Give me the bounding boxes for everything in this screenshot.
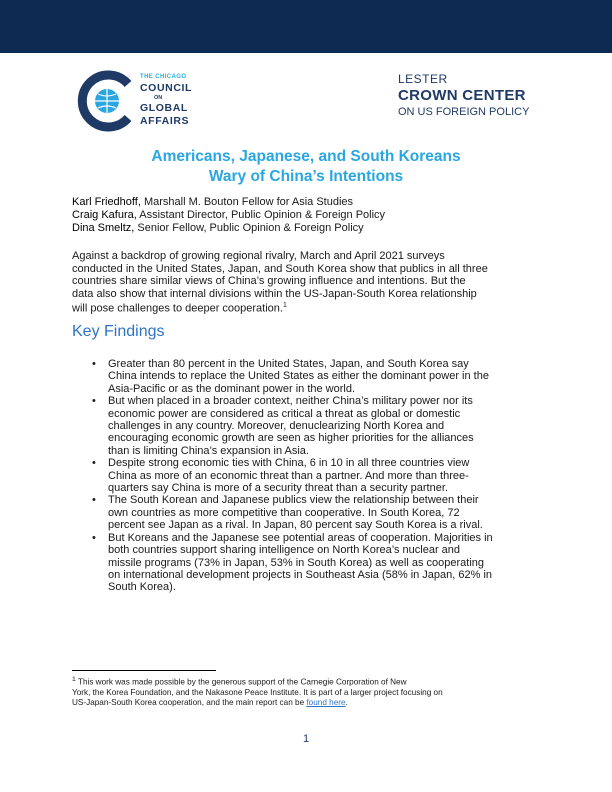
finding-line: Asia-Pacific or as the dominant power in the world. xyxy=(108,382,356,395)
crown-line-foreign-policy: ON US FOREIGN POLICY xyxy=(398,106,530,118)
intro-line: will pose challenges to deeper cooperation. xyxy=(72,303,283,316)
footnote-line: York, the Korea Foundation, and the Nakasone Peace Institute. It is part of a larger project focusing on xyxy=(72,687,443,697)
key-findings-list xyxy=(92,358,542,594)
author-role: Marshall M. Bouton Fellow for Asia Studies xyxy=(140,196,354,208)
finding-line: economic power are considered as critical a threat as global or domestic xyxy=(108,407,461,420)
finding-line: missile programs (73% in Japan, 53% in South Korea) as well as cooperating xyxy=(108,556,485,569)
crown-line-lester: LESTER xyxy=(398,72,448,86)
finding-line: challenges in any country. Moreover, denuclearizing North Korea and xyxy=(108,420,445,433)
bullet-icon: • xyxy=(92,358,96,370)
intro-line: conducted in the United States, Japan, and South Korea show that publics in all three xyxy=(72,262,488,275)
finding-line: both countries support sharing intelligence on North Korea’s nuclear and xyxy=(108,544,461,557)
finding-line: Greater than 80 percent in the United States, Japan, and South Korea say xyxy=(108,358,469,370)
finding-line: on international development projects in Southeast Asia (58% in Japan, 62% in xyxy=(108,568,493,581)
list-item xyxy=(92,395,542,457)
finding-line: quarters say China is more of a security threat than a security partner. xyxy=(108,482,448,495)
bullet-icon: • xyxy=(92,531,96,544)
intro-line-last xyxy=(72,300,542,315)
found-here-link[interactable]: found here xyxy=(306,697,346,707)
logo-line-global: GLOBAL xyxy=(140,102,188,114)
footnote xyxy=(72,675,542,708)
author-row xyxy=(72,209,385,222)
bullet-icon: • xyxy=(92,395,96,408)
author-name: Karl Friedhoff, xyxy=(72,196,141,208)
list-item xyxy=(92,532,542,594)
author-name: Craig Kafura, xyxy=(72,209,137,221)
section-heading: Key Findings xyxy=(72,323,165,340)
finding-line: encouraging economic growth are seen as higher priorities for the alliances xyxy=(108,432,474,445)
page-number: 1 xyxy=(302,733,310,745)
title-line-2: Wary of China’s Intentions xyxy=(208,168,404,185)
author-name: Dina Smeltz, xyxy=(72,222,135,234)
council-logo-icon xyxy=(76,70,138,132)
finding-line: percent see Japan as a rival. In Japan, 80 percent say South Korea is a rival. xyxy=(108,519,483,532)
finding-line: own countries as more competitive than cooperative. In South Korea, 72 xyxy=(108,506,460,519)
author-role: Senior Fellow, Public Opinion & Foreign Policy xyxy=(134,222,364,234)
bullet-icon: • xyxy=(92,494,96,507)
footnote-line xyxy=(72,675,542,688)
footnote-divider xyxy=(72,670,216,671)
logo-line-affairs: AFFAIRS xyxy=(140,114,190,127)
title-line-1: Americans, Japanese, and South Koreans xyxy=(151,148,461,165)
top-banner xyxy=(0,0,612,53)
logo-line-on: ON xyxy=(154,94,163,101)
logo-line-chicago: THE CHICAGO xyxy=(140,74,187,80)
finding-line: than is limiting China’s expansion in Asia. xyxy=(108,444,309,457)
finding-line: But when placed in a broader context, neither China’s military power nor its xyxy=(108,395,473,408)
author-list xyxy=(72,196,385,235)
intro-paragraph xyxy=(72,250,542,316)
footnote-line xyxy=(72,698,542,708)
footnote-text: . xyxy=(345,697,348,707)
footnote-text: US-Japan-South Korea cooperation, and the main report can be xyxy=(72,697,307,707)
finding-line: The South Korean and Japanese publics view the relationship between their xyxy=(108,494,479,507)
crown-center-wordmark xyxy=(398,72,529,119)
author-row xyxy=(72,222,385,235)
finding-line: South Korea). xyxy=(108,581,176,594)
intro-line: countries share similar views of China’s growing influence and intentions. But the xyxy=(72,275,466,288)
bullet-icon: • xyxy=(92,457,96,470)
finding-line: Despite strong economic ties with China, 6 in 10 in all three countries view xyxy=(108,457,470,470)
finding-line: But Koreans and the Japanese see potential areas of cooperation. Majorities in xyxy=(108,531,493,544)
council-wordmark xyxy=(140,74,192,128)
document-title xyxy=(0,147,612,187)
finding-line: China as more of an economic threat than a partner. And more than three- xyxy=(108,469,469,482)
logo-line-council: COUNCIL xyxy=(140,82,193,94)
list-item xyxy=(92,457,542,494)
author-row xyxy=(72,196,385,209)
finding-line: China intends to replace the United States as either the dominant power in the xyxy=(108,370,489,383)
list-item xyxy=(92,358,542,395)
crown-line-crown-center: CROWN CENTER xyxy=(398,87,526,104)
footnote-reference: 1 xyxy=(282,302,287,310)
list-item xyxy=(92,494,542,531)
footnote-mark: 1 xyxy=(72,676,76,683)
footnote-text: This work was made possible by the generous support of the Carnegie Corporation of New xyxy=(75,677,407,687)
intro-line: data also show that internal divisions within the US-Japan-South Korea relationship xyxy=(72,287,477,300)
intro-line: Against a backdrop of growing regional rivalry, March and April 2021 surveys xyxy=(72,250,445,262)
author-role: Assistant Director, Public Opinion & Foreign Policy xyxy=(136,209,386,221)
